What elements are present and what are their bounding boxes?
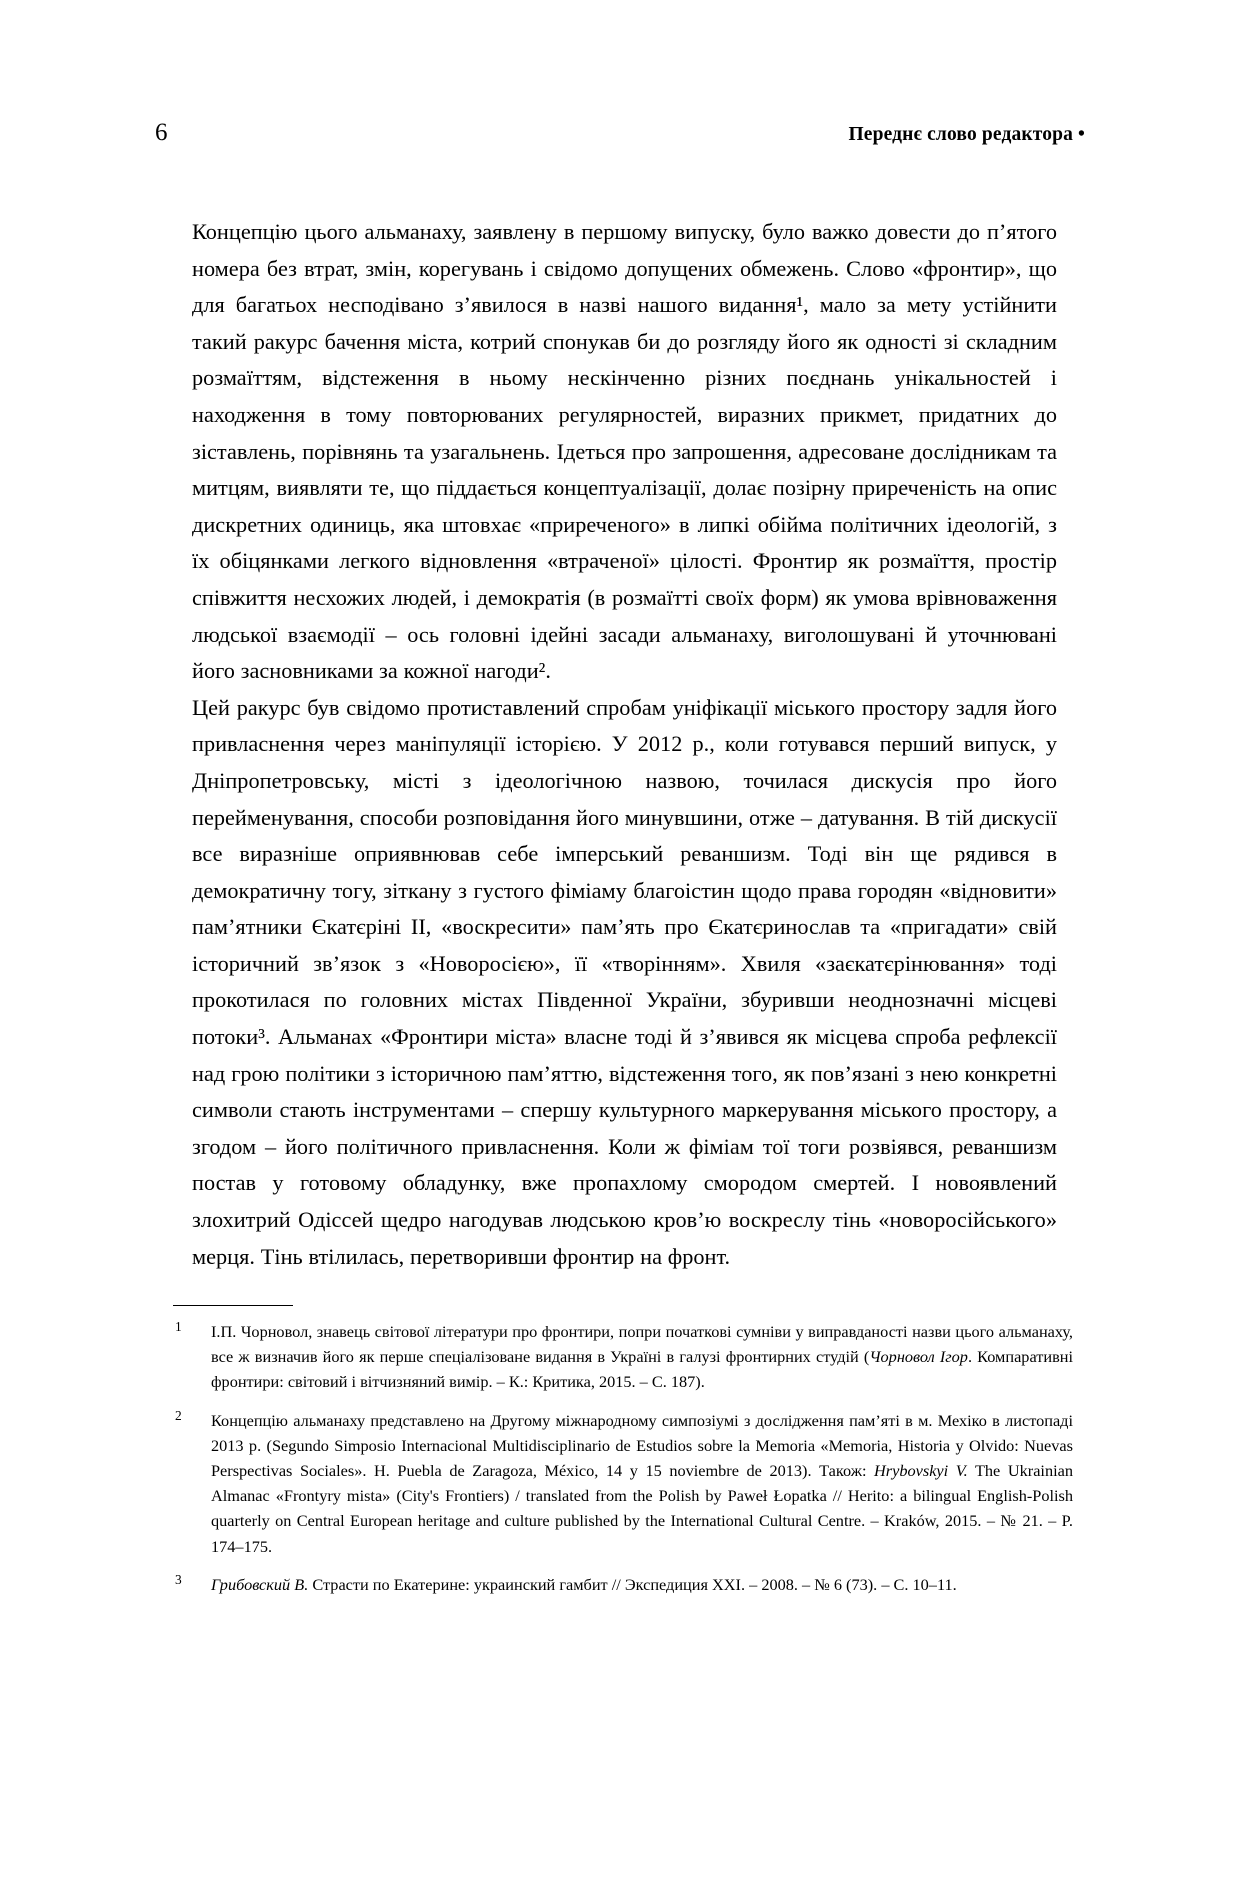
paragraph-1-text: Концепцію цього альманаху, заявлену в першому випуску, було важко довести до п’ятого номера без втрат, змін, корегувань і свідомо допущених обмежень. Слово «фронтир», що для багатьох несподівано з’явилося в назві нашого видання¹, мало за мету устійнити такий ракурс бачення міста, котрий спонукав би до розгляду його як одності зі складним розмаїттям, відстеження в ньому нескінченно різних поєднань унікальностей і находження в тому повторюваних регулярностей, виразних прикмет, придатних до зіставлень, порівнянь та узагальнень. Ідеться про запрошення, адресоване дослідникам та митцям, виявляти те, що піддається концептуалізації, долає позірну приреченість на опис дискретних одиниць, яка штовхає «приреченого» в липкі обійма політичних ідеологій, з їх обіцянками легкого відновлення «втраченої» цілості. Фронтир як розмаїття, простір співжиття несхожих людей, і демократія (в розмаїтті своїх форм) як умова врівноваження людської взаємодії – ось головні ідейні засади альманаху, виголошувані й уточнювані його засновниками за кожної нагоди². xyxy=(192,219,1057,684)
running-head-title xyxy=(848,120,1085,150)
footnote-1-citation-author: Чорновол Ігор xyxy=(869,1347,968,1367)
footnote-1-text-after: . Компаративні фронтири: світовий і вітчизняний вимір. – К.: Критика, 2015. – С. 187). xyxy=(211,1347,1074,1392)
footnote-section xyxy=(173,1305,1073,1597)
footnote-2-citation-author: Hrybovskyi V. xyxy=(874,1461,968,1481)
footnote-3-number: 3 xyxy=(175,1571,182,1587)
running-head xyxy=(155,118,1085,152)
footnote-1-number: 1 xyxy=(175,1319,182,1334)
footnote-2-text-before: Концепцію альманаху представлено на Другому міжнародному симпозіумі з дослідження пам’яті в м. Мехіко в листопаді 2013 р. (Segundo Simposio Internacional Multidisciplinario de Estudios sobre la Memoria «Memoria, Historia y Olvido: Nuevas Perspectivas Sociales». H. Puebla de Zaragoza, México, 14 y 15 noviembre de 2013). Також: xyxy=(211,1410,1073,1481)
footnote-3-citation-author: Грибовский В. xyxy=(211,1574,309,1594)
footnote-2-text-after: The Ukrainian Almanac «Frontyry mista» (City's Frontiers) / translated from the Polish by Paweł Łopatka // Herito: a bilingual English-Polish quarterly on Central European heritage and culture published by the International Cultural Centre. – Kraków, 2015. – № 21. – P. 174–175. xyxy=(211,1461,1073,1556)
footnote-3 xyxy=(173,1572,1073,1597)
paragraph-2-text: Цей ракурс був свідомо протиставлений спробам уніфікації міського простору задля його привласнення через маніпуляції історією. У 2012 р., коли готувався перший випуск, у Дніпропетровську, місті з ідеологічною назвою, точилася дискусія про його перейменування, способи розповідання його минувшини, отже – датування. В тій дискусії все виразніше оприявнював себе імперський реваншизм. Тоді він ще рядився в демократичну тогу, зіткану з густого фіміаму благоістин щодо права городян «відновити» пам’ятники Єкатєріні ІІ, «воскресити» пам’ять про Єкатєринослав та «пригадати» свій історичний зв’язок з «Новоросією», її «творінням». Хвиля «заєкатєрінювання» тоді прокотилася по головних містах Південної України, збуривши неоднозначні місцеві потоки³. Альманах «Фронтири міста» власне тоді й з’явився як місцева спроба рефлексії над грою політики з історичною пам’яттю, відстеження того, як пов’язані з нею конкретні символи стають інструментами – спершу культурного маркерування міського простору, а згодом – його політичного привласнення. Коли ж фіміам тої тоги розвіявся, реваншизм постав у готовому обладунку, вже пропахлому смородом смертей. І новоявлений злохитрий Одіссей щедро нагодував людською кров’ю воскреслу тінь «новоросійського» мерця. Тінь втілилась, перетворивши фронтир на фронт. xyxy=(192,694,1057,1269)
paragraph-2 xyxy=(192,690,1057,1276)
page-number: 6 xyxy=(155,119,168,146)
footnote-1 xyxy=(173,1319,1073,1395)
footnote-separator-rule xyxy=(173,1305,293,1306)
running-head-text: Переднє слово редактора xyxy=(848,124,1074,145)
paragraph-1 xyxy=(192,214,1057,690)
body-text xyxy=(192,214,1057,1275)
running-head-bullet: • xyxy=(1078,124,1085,145)
footnote-2 xyxy=(173,1408,1073,1559)
footnote-1-text-before: І.П. Чорновол, знавець світової літератури про фронтири, попри початкові сумніви у виправданості назви цього альманаху, все ж визначив його як перше спеціалізоване видання в Україні в галузі фронтирних студій ( xyxy=(211,1322,1073,1367)
footnote-2-number: 2 xyxy=(175,1407,182,1423)
footnote-3-text-after: Страсти по Екатерине: украинский гамбит // Экспедиция XXI. – 2008. – № 6 (73). – С. 10–11. xyxy=(308,1574,957,1594)
